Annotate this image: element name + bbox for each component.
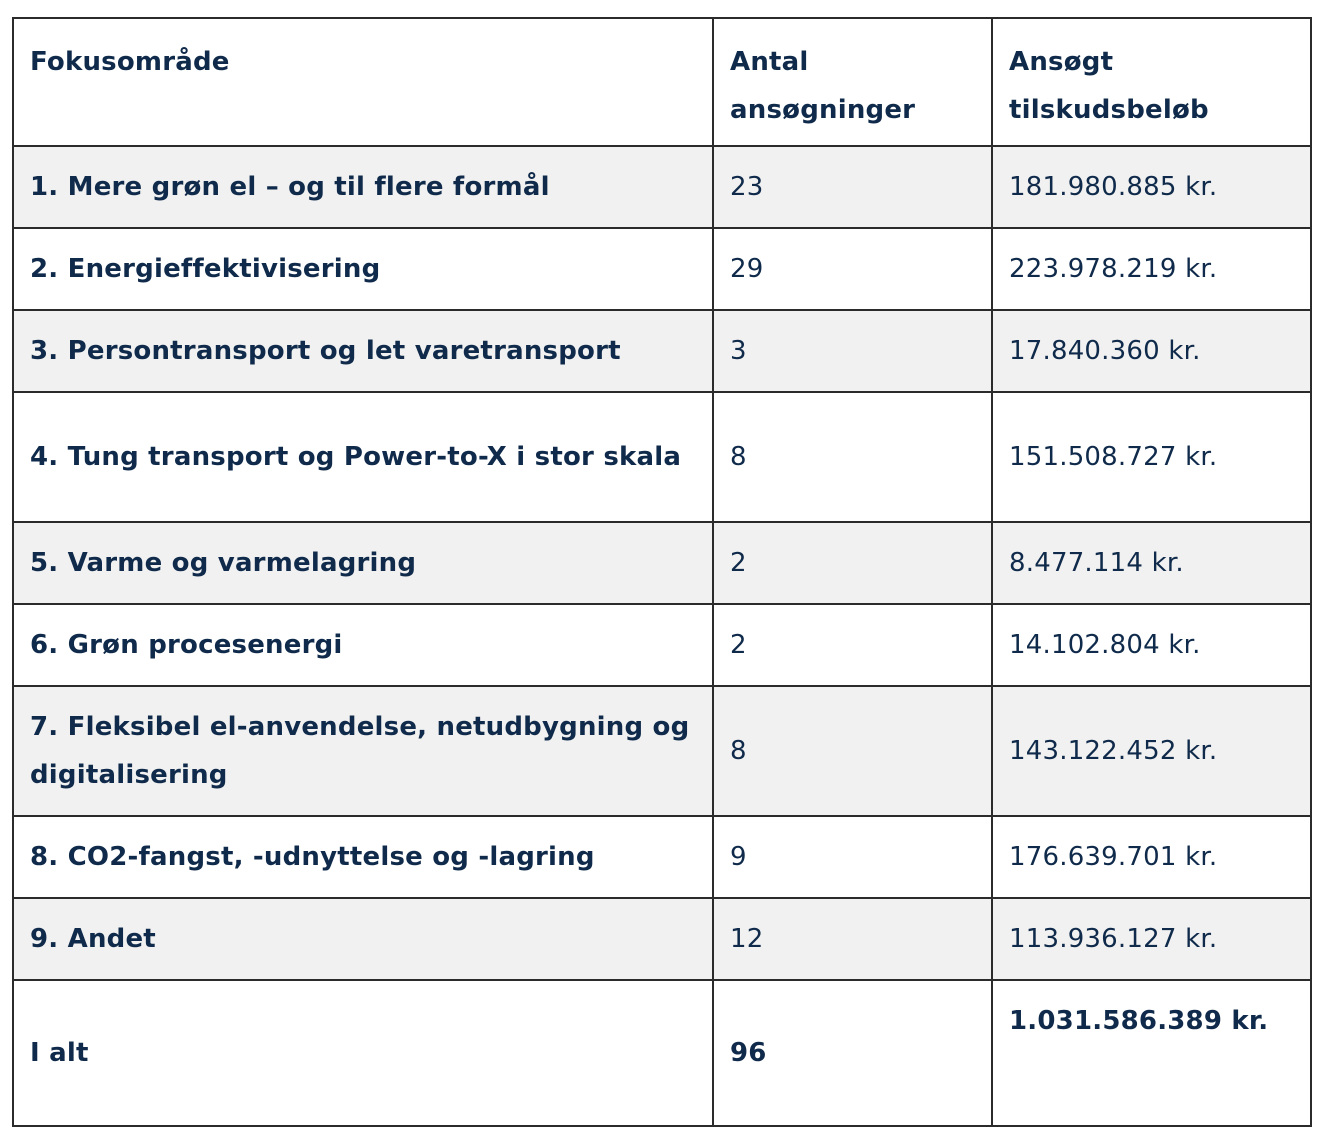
header-focus: Fokusområde — [13, 18, 713, 146]
row-focus: 5. Varme og varmelagring — [13, 522, 713, 604]
table-row — [13, 228, 1311, 310]
row-amount: 17.840.360 kr. — [992, 310, 1311, 392]
row-amount: 223.978.219 kr. — [992, 228, 1311, 310]
row-count: 23 — [713, 146, 992, 228]
header-count: Antal ansøgninger — [713, 18, 992, 146]
applications-table — [12, 17, 1312, 1127]
table-row — [13, 604, 1311, 686]
row-amount: 151.508.727 kr. — [992, 392, 1311, 522]
row-count: 8 — [713, 686, 992, 816]
table-row — [13, 392, 1311, 522]
table-row — [13, 146, 1311, 228]
table-row — [13, 310, 1311, 392]
row-count: 2 — [713, 604, 992, 686]
row-count: 3 — [713, 310, 992, 392]
row-focus: 4. Tung transport og Power-to-X i stor skala — [13, 392, 713, 522]
row-count: 12 — [713, 898, 992, 980]
total-count: 96 — [713, 980, 992, 1126]
row-focus: 7. Fleksibel el-anvendelse, netudbygning og digitalisering — [13, 686, 713, 816]
table-row — [13, 522, 1311, 604]
row-focus: 2. Energieffektivisering — [13, 228, 713, 310]
row-amount: 181.980.885 kr. — [992, 146, 1311, 228]
row-count: 8 — [713, 392, 992, 522]
header-amount: Ansøgt tilskudsbeløb — [992, 18, 1311, 146]
row-count: 9 — [713, 816, 992, 898]
total-amount: 1.031.586.389 kr. — [992, 980, 1311, 1126]
row-focus: 6. Grøn procesenergi — [13, 604, 713, 686]
total-label: I alt — [13, 980, 713, 1126]
total-row — [13, 980, 1311, 1126]
header-row — [13, 18, 1311, 146]
row-amount: 143.122.452 kr. — [992, 686, 1311, 816]
row-focus: 8. CO2-fangst, -udnyttelse og -lagring — [13, 816, 713, 898]
row-count: 2 — [713, 522, 992, 604]
row-amount: 113.936.127 kr. — [992, 898, 1311, 980]
table-row — [13, 898, 1311, 980]
row-amount: 176.639.701 kr. — [992, 816, 1311, 898]
row-focus: 9. Andet — [13, 898, 713, 980]
table-row — [13, 686, 1311, 816]
row-focus: 3. Persontransport og let varetransport — [13, 310, 713, 392]
table-row — [13, 816, 1311, 898]
row-amount: 8.477.114 kr. — [992, 522, 1311, 604]
row-amount: 14.102.804 kr. — [992, 604, 1311, 686]
row-count: 29 — [713, 228, 992, 310]
row-focus: 1. Mere grøn el – og til flere formål — [13, 146, 713, 228]
